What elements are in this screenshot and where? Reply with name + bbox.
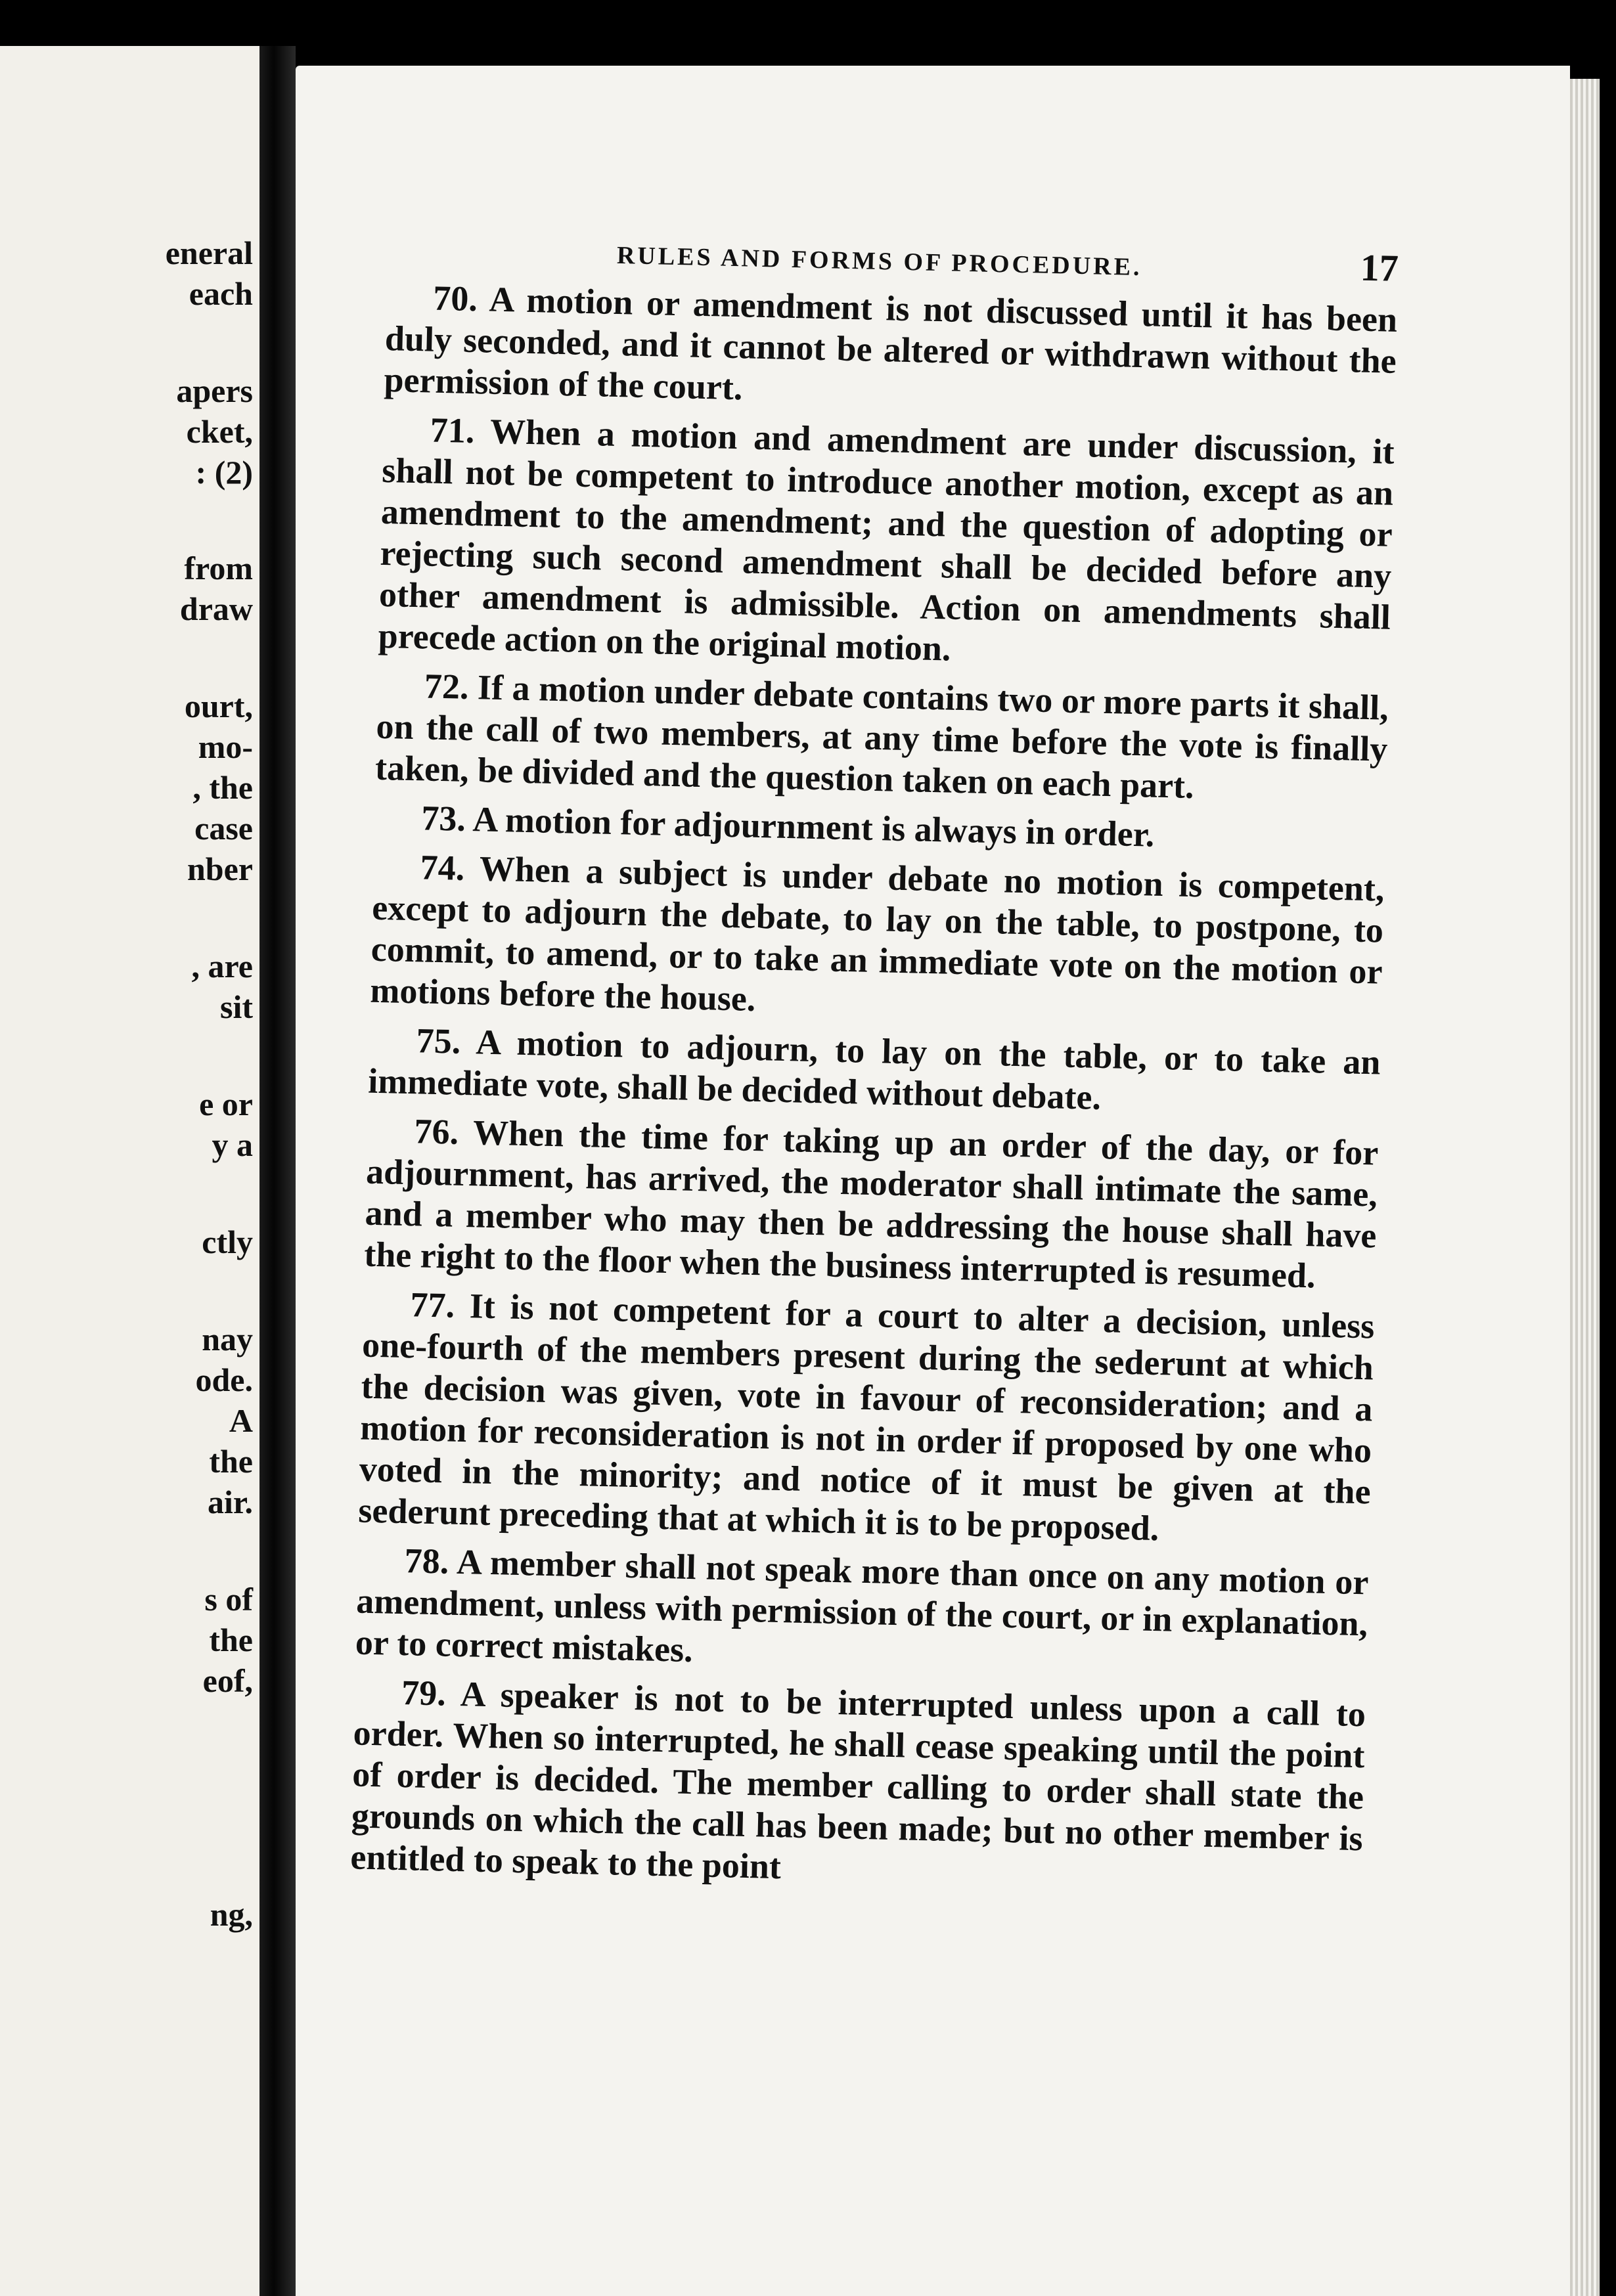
left-page-fragment bbox=[0, 46, 259, 2296]
left-page-line: A bbox=[229, 1402, 253, 1439]
rule-75: 75. A motion to adjourn, to lay on the table, or to take an immediate vote, shall be decided without debate. bbox=[367, 1021, 1381, 1117]
rule-74: 74. When a subject is under debate no motion is competent, except to adjourn the debate, to lay on the table, to postpone, to commit, to amend, or to take an immediate vote on the motion or motions before the house. bbox=[369, 847, 1385, 1019]
left-page-line: air. bbox=[208, 1484, 253, 1520]
rule-78: 78. A member shall not speak more than once on any motion or amendment, unless with permission of the court, or in explanation, or to correct mistakes. bbox=[355, 1541, 1370, 1670]
left-page-line: e or bbox=[199, 1086, 253, 1122]
left-page-line: the bbox=[209, 1443, 253, 1480]
running-head-title: RULES AND FORMS OF PROCEDURE. bbox=[616, 241, 1142, 282]
left-page-line: ourt, bbox=[184, 688, 253, 724]
left-page-line: s of bbox=[204, 1581, 253, 1618]
left-page-line: : (2) bbox=[195, 454, 253, 491]
left-page-line: nay bbox=[202, 1321, 253, 1358]
left-page-line: ode. bbox=[195, 1361, 253, 1398]
left-page-line: each bbox=[189, 275, 253, 312]
left-page-line: cket, bbox=[186, 413, 253, 450]
rule-70: 70. A motion or amendment is not discussed until it has been duly seconded, and it cannot be altered or withdrawn without the permission of the court. bbox=[383, 278, 1398, 408]
left-page-line: case bbox=[194, 810, 253, 847]
left-page-line: eof, bbox=[202, 1662, 253, 1699]
page-number: 17 bbox=[1360, 246, 1399, 290]
left-page-line: from bbox=[184, 550, 253, 586]
left-page-line: draw bbox=[179, 590, 253, 627]
left-page-line: , are bbox=[191, 948, 253, 984]
left-page-line: eneral bbox=[165, 234, 253, 271]
left-page-line: sit bbox=[220, 988, 253, 1025]
book-gutter bbox=[259, 46, 296, 2296]
rule-71: 71. When a motion and amendment are under discussion, it shall not be competent to introduce another motion, except as an amendment to the amendment; and the question of adopting or rejecting such second amendment shall be decided before any other amendment is admissible. Action on amendments shall precede action on the original motion. bbox=[378, 410, 1395, 669]
page-text bbox=[350, 223, 1399, 1909]
rule-76: 76. When the time for taking up an order of the day, or for adjournment, has arrived, the moderator shall intimate the same, and a member who may then be addressing the house shall have the right to the floor when the business interrupted is resumed. bbox=[363, 1111, 1379, 1296]
page-edge-stack bbox=[1570, 79, 1600, 2296]
rule-79: 79. A speaker is not to be interrupted unless upon a call to order. When so interrupted, he shall cease speaking until the point of order is decided. The member calling to order shall state the grounds on which the call has been made; but no other member is entitled to speak to the point bbox=[349, 1673, 1366, 1887]
rule-77: 77. It is not competent for a court to alter a decision, unless one-fourth of the members present during the sederunt at which the decision was given, vote in favour of reconsideration; and a motion for reconsideration is not in order if proposed by one who voted in the minority; and notice of it must be given at the sederunt preceding that at which it is to be proposed. bbox=[357, 1285, 1375, 1549]
rule-73: 73. A motion for adjournment is always in order. bbox=[420, 798, 1155, 854]
left-page-line: mo- bbox=[198, 728, 253, 765]
left-page-line: ctly bbox=[202, 1224, 253, 1260]
rule-72: 72. If a motion under debate contains two or more parts it shall, on the call of two members, at any time before the vote is finally taken, be divided and the question taken on each part. bbox=[374, 666, 1389, 806]
left-page-line: nber bbox=[187, 850, 253, 887]
left-page-line: apers bbox=[176, 372, 253, 409]
left-page-line: ng, bbox=[210, 1896, 253, 1933]
left-page-line: the bbox=[209, 1622, 253, 1658]
left-page-line: y a bbox=[212, 1126, 253, 1163]
left-page-line: , the bbox=[192, 769, 253, 806]
